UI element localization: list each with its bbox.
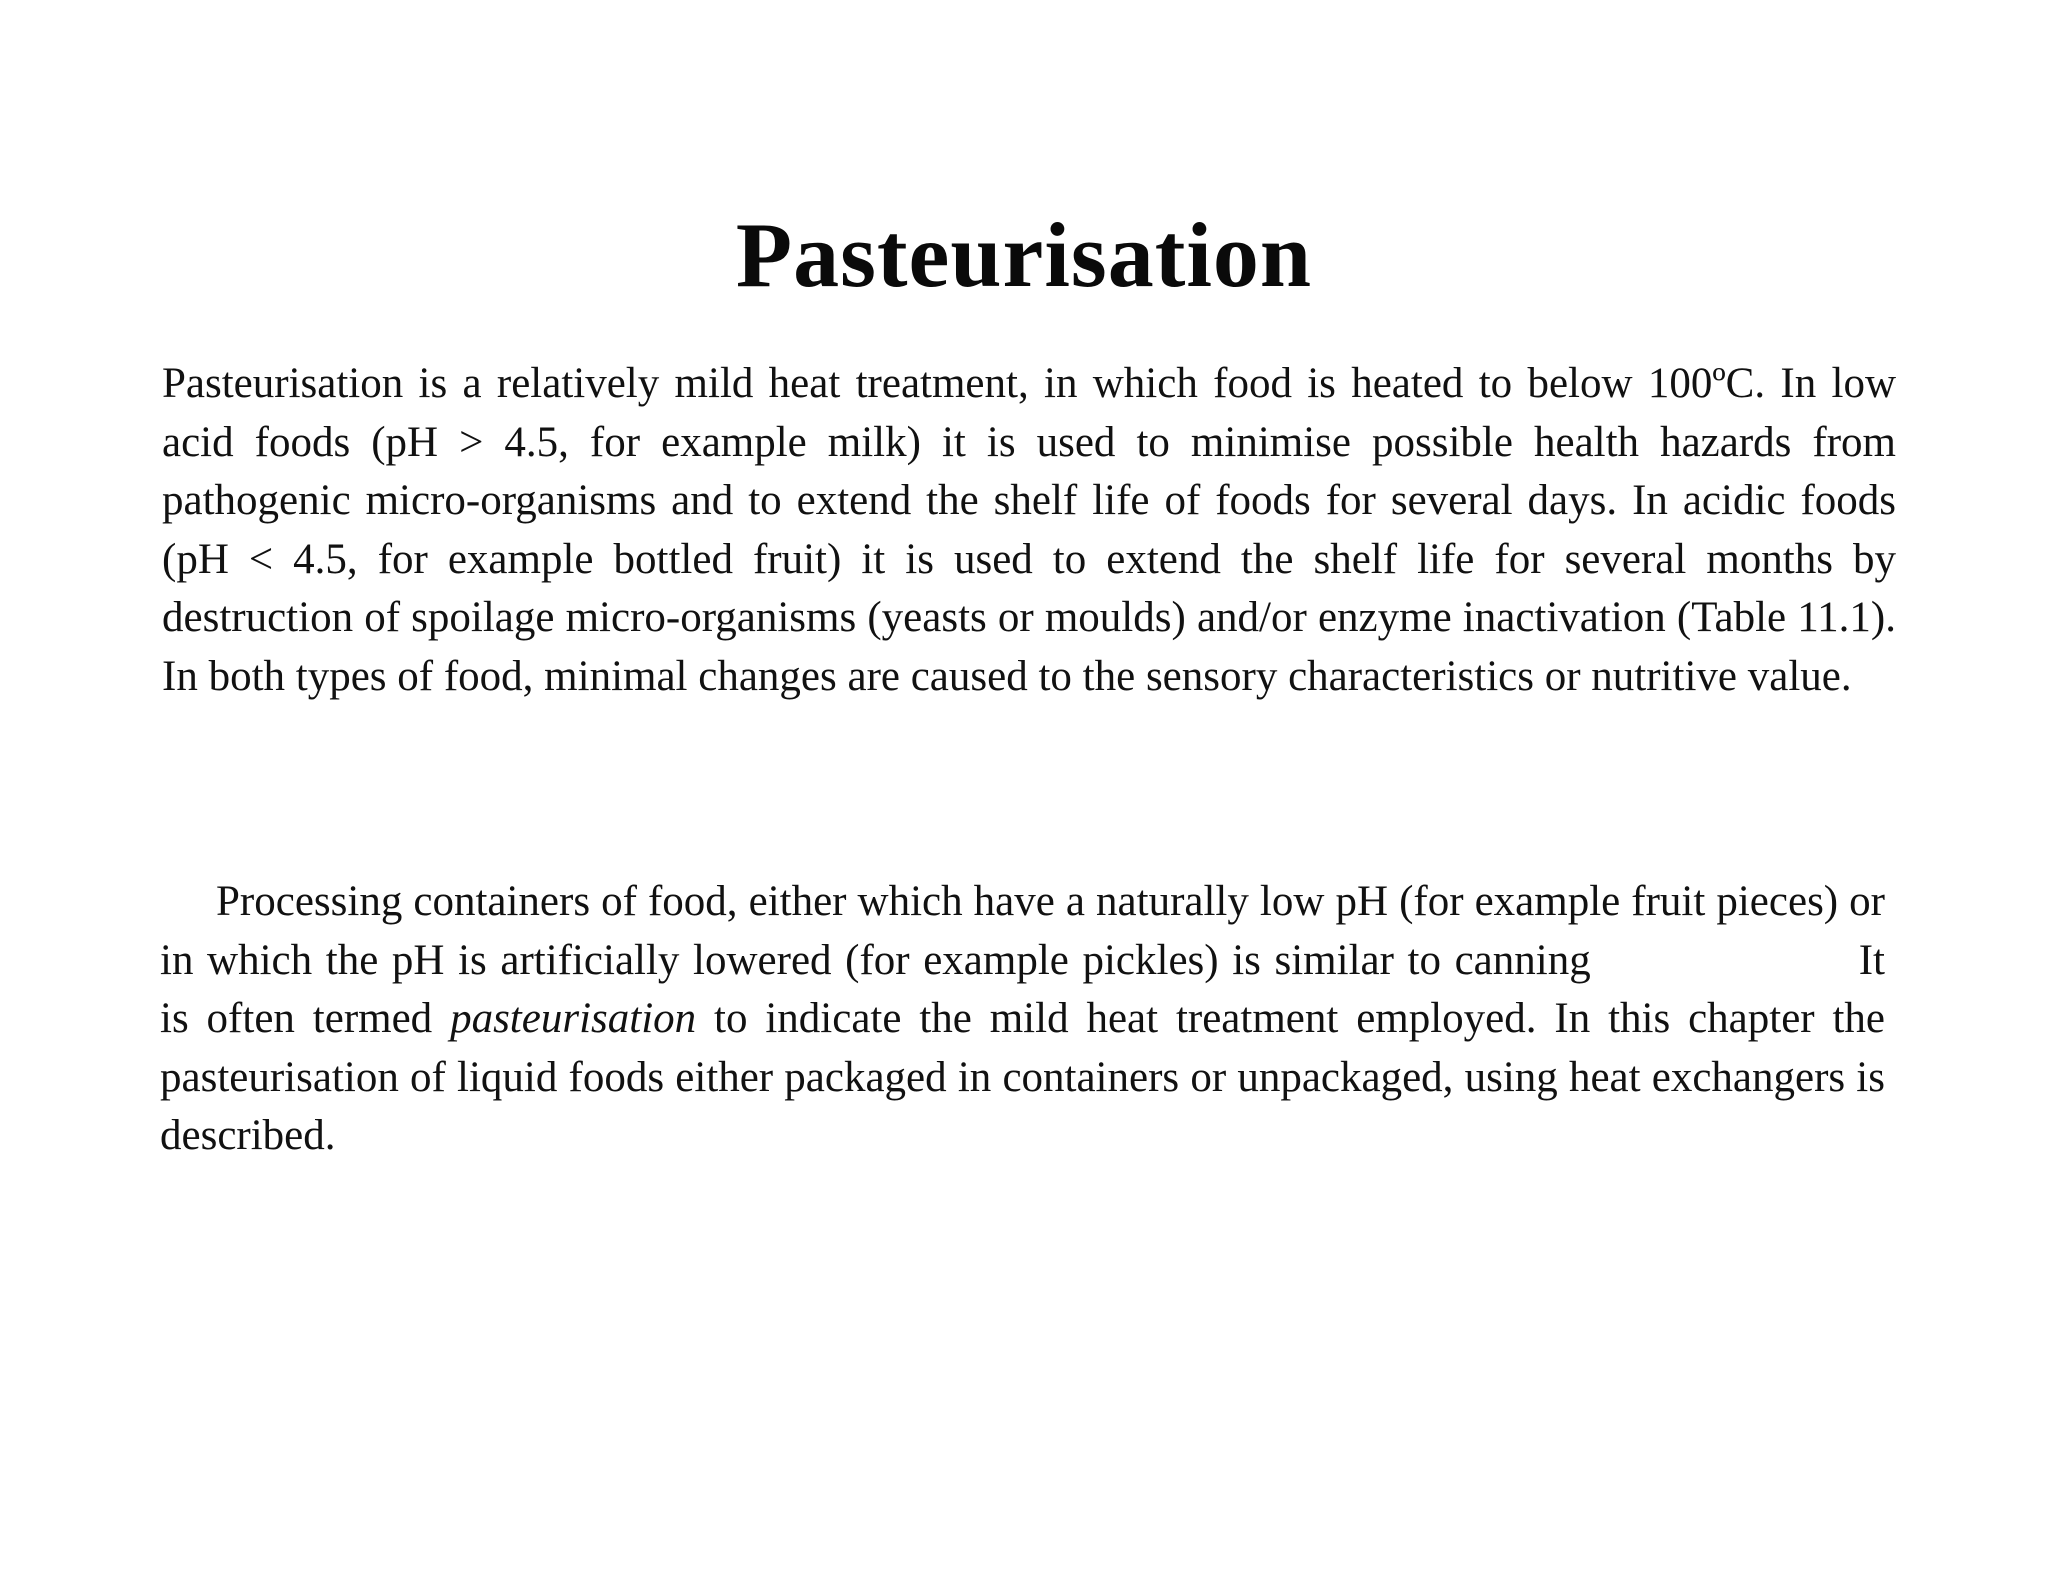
emphasized-term: pasteurisation	[450, 995, 697, 1042]
paragraph-processing-text-1: Processing containers of food, either which have a naturally low pH (for example fruit pieces) or in which the pH is artificially lowered (for example pickles) is similar to canning	[160, 878, 1885, 984]
page-title: Pasteurisation	[735, 204, 1313, 306]
paragraph-processing-text-3: to indicate the mild heat treatment employed. In this chapter the pasteurisation of liquid foods either packaged in containers or unpackaged, using heat exchangers is described.	[160, 995, 1886, 1159]
paragraph-processing-text-2: It is often termed	[160, 936, 1885, 1042]
paragraph-intro: Pasteurisation is a relatively mild heat treatment, in which food is heated to below 100ºC. In low acid foods (pH > 4.5, for example milk) it is used to minimise possible health hazards from pathogenic micro-organisms and to extend the shelf life of foods for several days. In acidic foods (pH < 4.5, for example bottled fruit) it is used to extend the shelf life for several months by destruction of spoilage micro-organisms (yeasts or moulds) and/or enzyme inactivation (Table 11.1). In both types of food, minimal changes are caused to the sensory characteristics or nutritive value.	[162, 360, 1896, 700]
paragraph-processing	[160, 873, 1885, 1166]
